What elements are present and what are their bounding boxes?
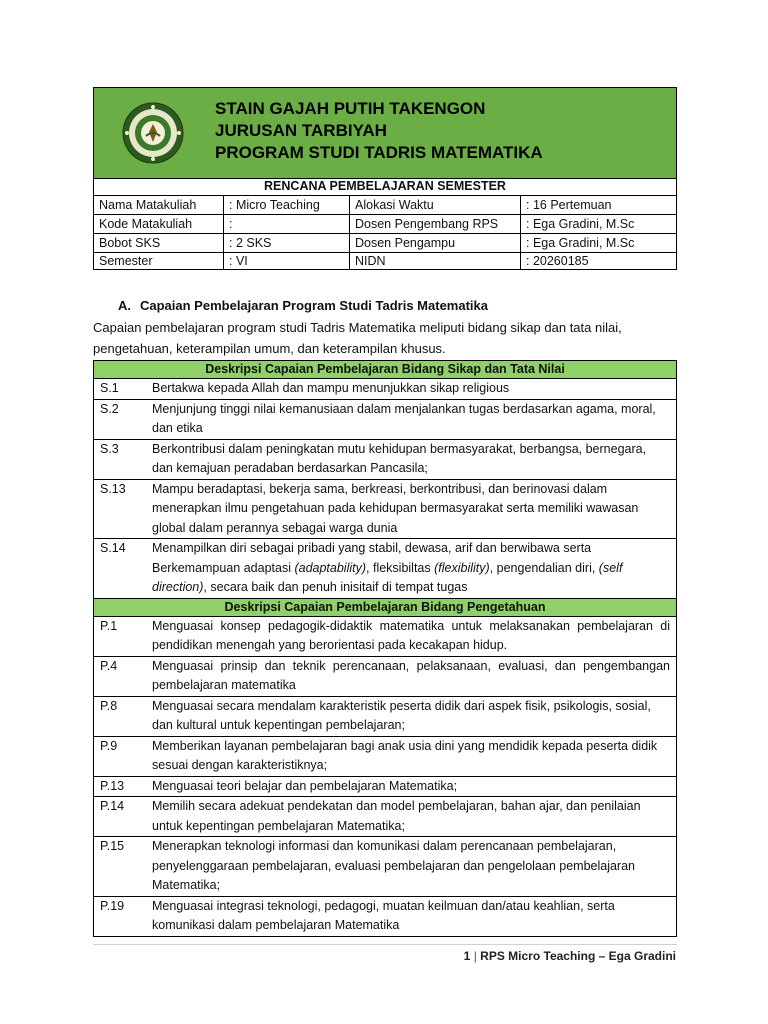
table-group-header: Deskripsi Capaian Pembelajaran Bidang Pengetahuan [94,599,676,617]
outcome-description: Menguasai integrasi teknologi, pedagogi, muatan keilmuan dan/atau keahlian, serta komunikasi dalam pembelajaran Matematika [152,898,615,932]
outcome-code: S.1 [100,381,119,395]
table-row [94,617,676,657]
info-value: : 20260185 [526,254,589,268]
outcome-code: P.19 [100,898,125,913]
institution-banner [94,88,676,179]
info-key: Alokasi Waktu [355,198,434,212]
info-value: : Micro Teaching [229,198,320,212]
outcome-code: P.1 [100,618,118,633]
outcome-description: Menguasai prinsip dan teknik perencanaan, pelaksanaan, evaluasi, dan pengembangan pembelajaran matematika [152,658,670,692]
learning-outcomes-table [93,360,677,937]
outcome-code: P.4 [100,658,118,673]
info-key: Kode Matakuliah [99,217,193,231]
table-row [94,797,676,837]
table-row [94,777,676,798]
info-value: : [229,217,233,231]
outcome-description: Menjunjung tinggi nilai kemanusiaan dalam menjalankan tugas berdasarkan agama, moral, dan etika [152,401,656,435]
description-text: Menampilkan diri sebagai pribadi yang stabil, dewasa, arif dan berwibawa serta Berkemampuan adaptasi [152,541,592,575]
outcome-code: S.3 [100,441,119,456]
table-group-header: Deskripsi Capaian Pembelajaran Bidang Sikap dan Tata Nilai [94,361,676,379]
info-key: Dosen Pengampu [355,236,456,250]
section-intro: Capaian pembelajaran program studi Tadris Matematika meliputi bidang sikap dan tata nilai, pengetahuan, keterampilan umum, dan keterampilan khusus. [93,320,622,356]
outcome-description: Menerapkan teknologi informasi dan komunikasi dalam perencanaan pembelajaran, penyelenggaraan pembelajaran, evaluasi pembelajaran dan pengelolaan pembelajaran Matematika; [152,839,635,892]
footer-text: RPS Micro Teaching – Ega Gradini [480,949,676,963]
info-row [94,196,676,215]
outcome-description: Mampu beradaptasi, bekerja sama, berkreasi, berkontribusi, dan berinovasi dalam menerapkan ilmu pengetahuan pada kehidupan bermasyarakat serta memiliki wawasan global dalam perannya sebagai warga dunia [152,481,639,535]
section-title: Capaian Pembelajaran Program Studi Tadris Matematika [140,298,488,313]
info-key: Semester [99,254,153,268]
outcome-code: P.15 [100,839,125,853]
info-key: Nama Matakuliah [99,198,197,212]
table-row [94,737,676,777]
info-value: : VI [229,254,248,268]
footer-divider [93,944,677,945]
institution-line: PROGRAM STUDI TADRIS MATEMATIKA [215,143,543,162]
table-row [94,837,676,897]
table-row [94,657,676,697]
footer-separator: | [473,949,477,963]
institution-name [215,98,543,164]
outcome-description: Berkontribusi dalam peningkatan mutu kehidupan bermasyarakat, berbangsa, bernegara, dan kemajuan peradaban berdasarkan Pancasila; [152,441,647,475]
info-value: : Ega Gradini, M.Sc [526,236,635,250]
outcome-code: S.14 [100,541,126,555]
info-row [94,215,676,234]
outcome-code: P.14 [100,799,125,813]
description-text: , fleksibiltas [366,560,435,575]
institution-line: JURUSAN TARBIYAH [215,121,387,140]
outcome-description: Memilih secara adekuat pendekatan dan model pembelajaran, bahan ajar, dan penilaian untuk kepentingan pembelajaran Matematika; [152,799,641,833]
description-emphasis: (adaptability) [294,560,367,575]
info-value: : 2 SKS [229,236,272,250]
outcome-description: Memberikan layanan pembelajaran bagi anak usia dini yang mendidik kepada peserta didik sesuai dengan karakteristiknya; [152,738,658,772]
outcome-code: S.2 [100,401,119,416]
description-text: , secara baik dan penuh inisitaif di tempat tugas [203,580,468,594]
info-key: Bobot SKS [99,236,161,250]
outcome-code: P.13 [100,778,125,793]
table-row [94,400,676,440]
info-key: NIDN [355,254,386,268]
outcome-description: Bertakwa kepada Allah dan mampu menunjukkan sikap religious [152,381,510,395]
table-row [94,697,676,737]
page-number: 1 [463,949,471,963]
page-footer [464,949,676,963]
outcome-description: Menguasai secara mendalam karakteristik peserta didik dari aspek fisik, psikologis, sosial, dan kultural untuk kepentingan pembelajaran; [152,698,651,732]
info-row [94,252,676,270]
info-value: : Ega Gradini, M.Sc [526,217,635,231]
description-emphasis: (self direction) [152,560,623,594]
description-text: , pengendalian diri, [489,560,599,575]
outcome-description [152,539,670,598]
info-value: : 16 Pertemuan [526,198,612,212]
info-key: Dosen Pengembang RPS [355,217,499,231]
outcome-code: S.13 [100,481,126,496]
table-row [94,379,676,400]
institution-logo-icon [122,102,184,164]
table-row [94,440,676,480]
outcome-description: Menguasai teori belajar dan pembelajaran Matematika; [152,778,458,793]
section-label: A. [118,298,131,313]
table-row [94,480,676,540]
outcome-description: Menguasai konsep pedagogik-didaktik matematika untuk melaksanakan pembelajaran di pendidikan menengah yang berorientasi pada kecakapan hidup. [152,618,670,652]
outcome-code: P.9 [100,738,118,753]
document-title: RENCANA PEMBELAJARAN SEMESTER [94,178,676,196]
table-row [94,897,676,936]
outcome-code: P.8 [100,698,118,713]
institution-line: STAIN GAJAH PUTIH TAKENGON [215,99,486,118]
table-row [94,539,676,599]
description-emphasis: (flexibility) [434,560,490,575]
header-box [93,87,677,270]
info-row [94,234,676,253]
